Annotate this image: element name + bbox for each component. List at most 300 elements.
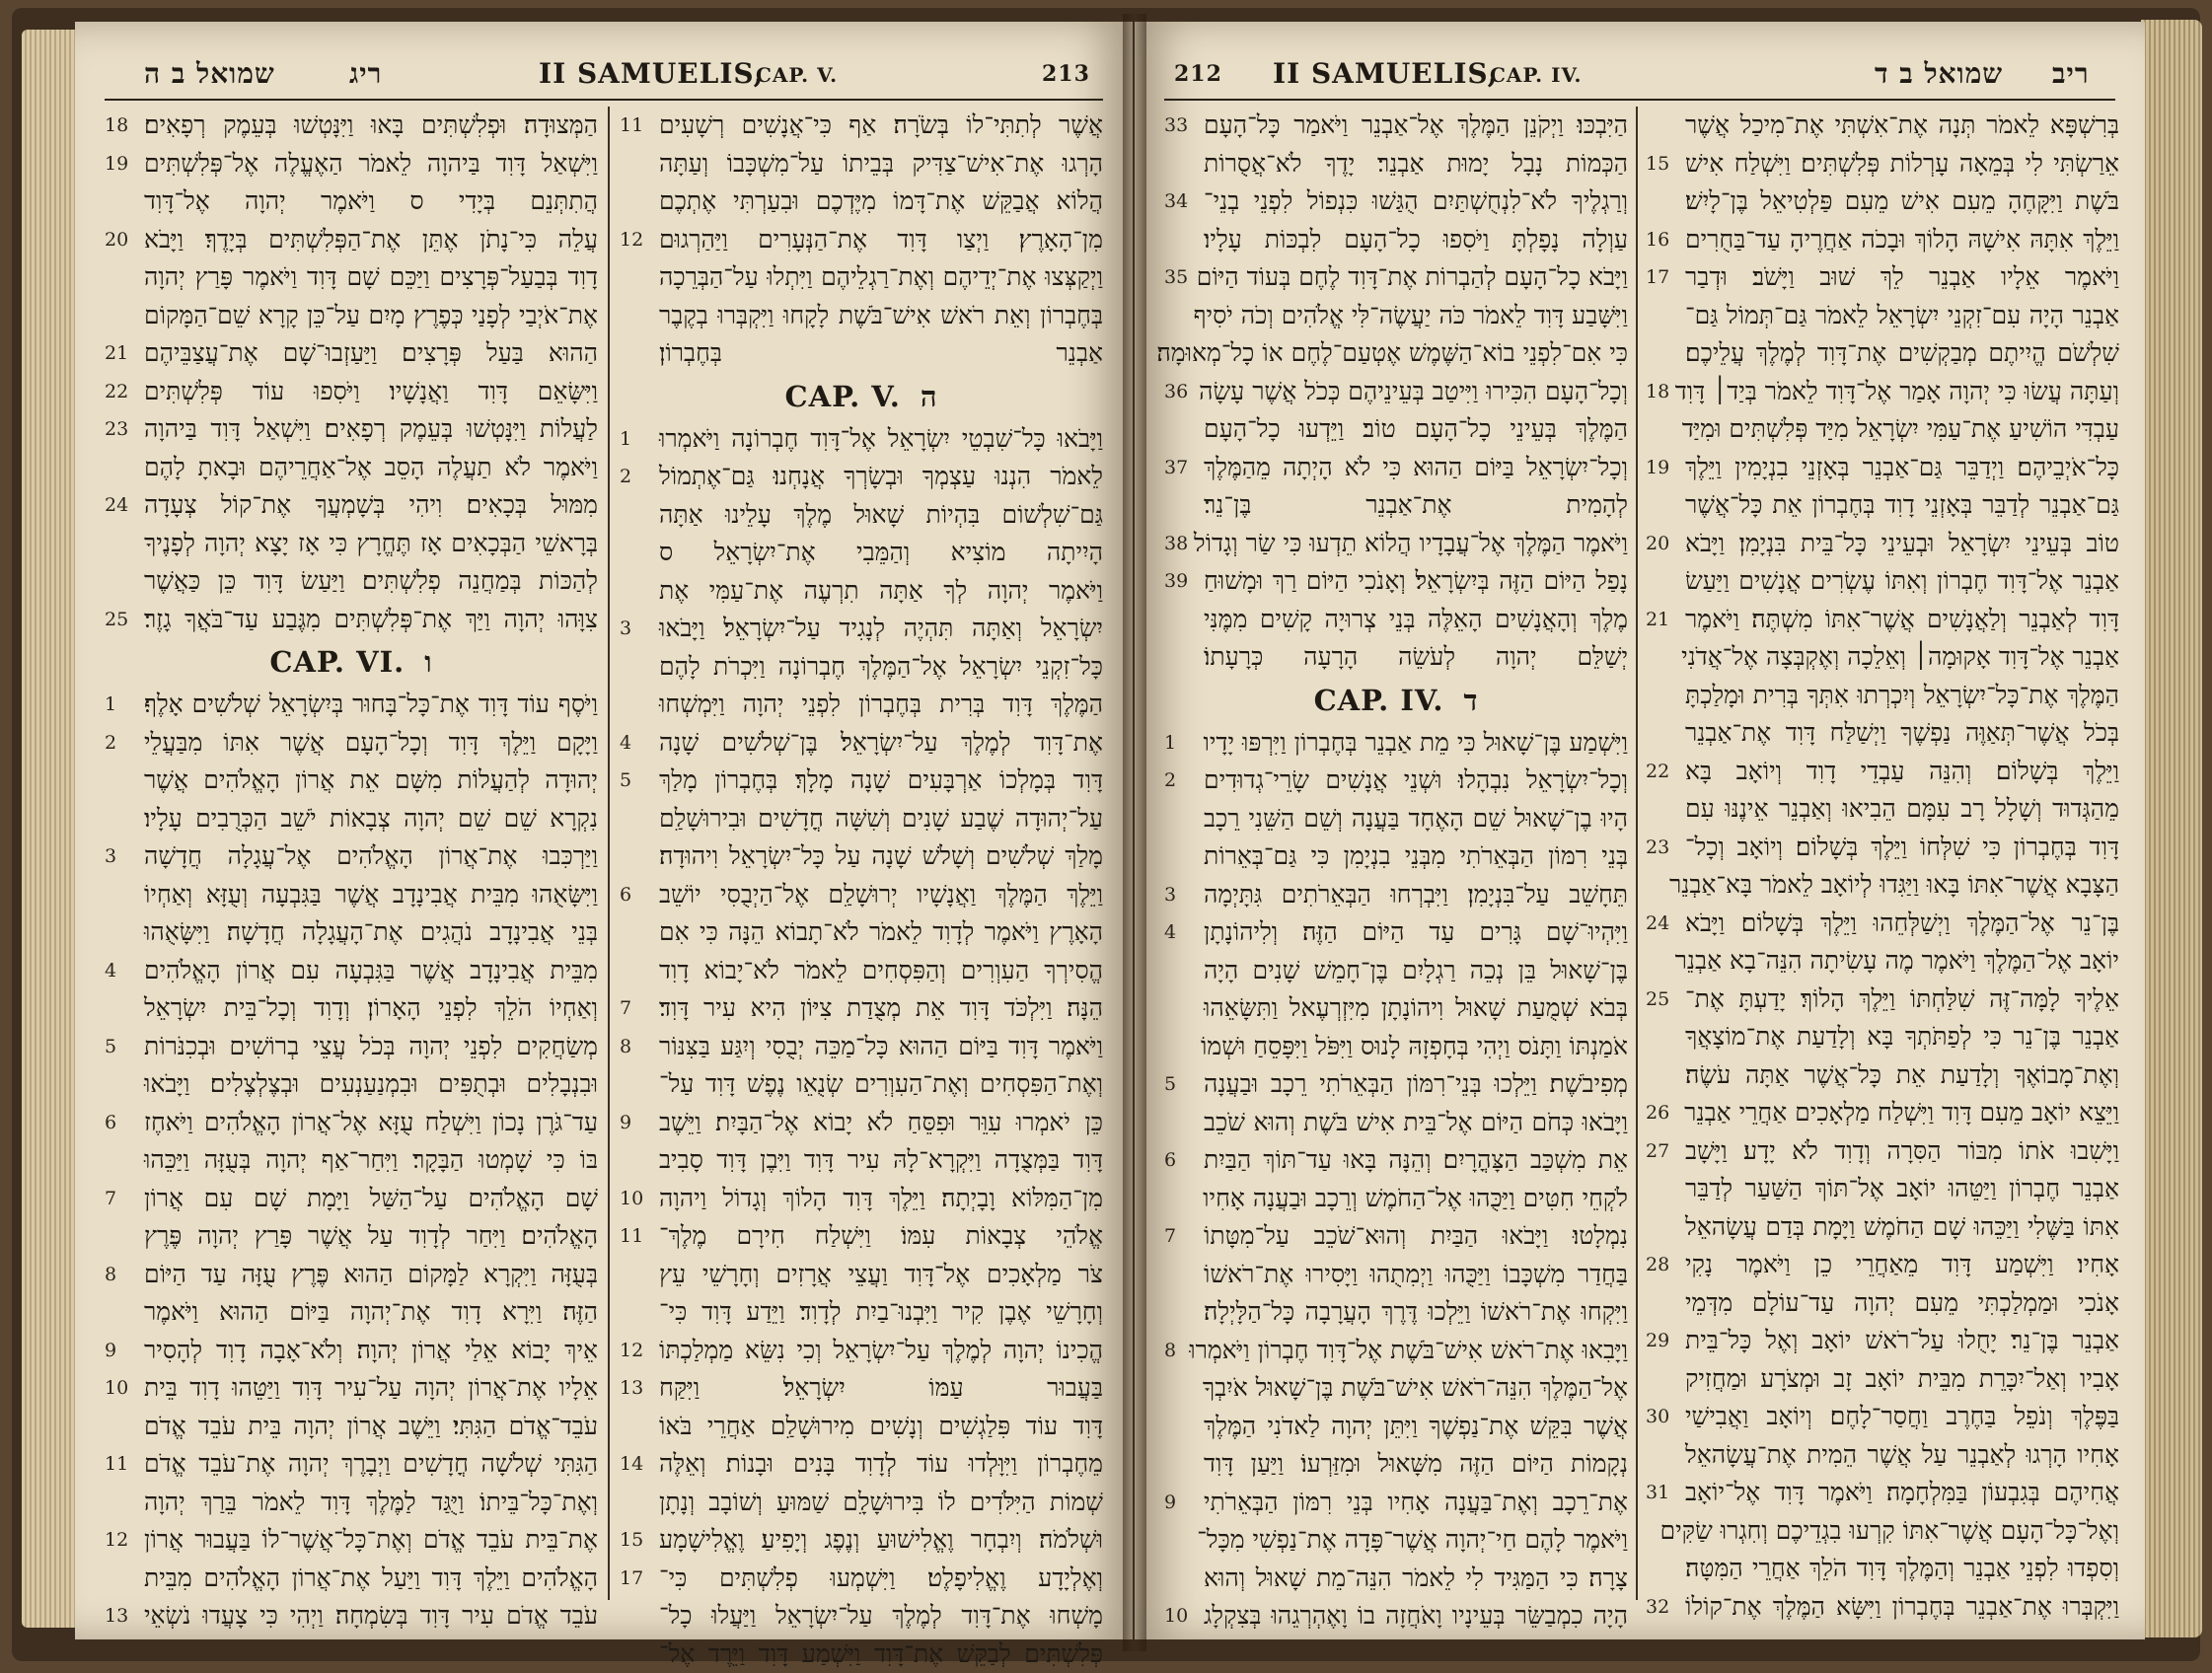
verse-text: הֱכִינוֹ יְהוָה לְמֶלֶךְ עַל־יִשְׂרָאֵל וְכִי נִשֵּׂא מַמְלַכְתּוֹ: [659, 1332, 1103, 1370]
verse-text: וַיֹּאמֶר אֵלָיו אַבְנֵר לֵךְ שׁוּב וַיָּשֹׁב׃ וּדְבַר: [1685, 258, 2119, 297]
verse-number: 5: [105, 1028, 116, 1066]
verse-line: [1164, 107, 1628, 145]
verse-line: [105, 1293, 598, 1332]
verse-line: [1646, 410, 2119, 449]
verse-text: הַצָּבָא אֲשֶׁר־אִתּוֹ בָּאוּ וַיַּגִּדוּ לְיוֹאָב לֵאמֹר בָּא־אַבְנֵר: [1685, 866, 2119, 905]
verse-line: [620, 1408, 1103, 1446]
verse-line: [620, 876, 1103, 914]
verse-text: אָבִיו וְאַל־יִכָּרֵת מִבֵּית יוֹאָב זָב וּמְצֹרָע וּמַחֲזִיק: [1685, 1360, 2119, 1399]
verse-text: וַיָּבֹאוּ כָּל־שִׁבְטֵי יִשְׂרָאֵל אֶל־דָּוִד חֶבְרוֹנָה וַיֹּאמְרוּ: [659, 420, 1103, 459]
verse-text: אֵת מִשְׁכַּב הַצָּהֳרָיִם׃ וְהֵנָּה בָּאוּ עַד־תּוֹךְ הַבַּיִת: [1204, 1141, 1628, 1180]
verse-line: [105, 837, 598, 876]
verse-line: [620, 724, 1103, 763]
verse-text: וְחָרָשֵׁי אֶבֶן קִיר וַיִּבְנוּ־בַיִת לְדָוִד׃ וַיֵּדַע דָּוִד כִּי־: [659, 1293, 1103, 1332]
verse-line: [620, 420, 1103, 459]
verse-line: [1164, 800, 1628, 838]
verse-number: 19: [105, 145, 128, 183]
verse-text: יוֹאָב אֶל־הַמֶּלֶךְ וַיֹּאמֶר מֶה עָשִׂיתָה הִנֵּה־בָא אַבְנֵר: [1685, 942, 2119, 981]
verse-text: אָחִיו׃ וַיִּשְׁמַע דָּוִד מֵאַחֲרֵי כֵן וַיֹּאמֶר נָקִי: [1685, 1246, 2119, 1284]
verse-line: [1646, 145, 2119, 183]
verse-number: 2: [1164, 762, 1176, 800]
chapter-latin: CAP. V.: [785, 380, 901, 413]
verse-line: [1646, 790, 2119, 829]
verse-number: 3: [105, 837, 116, 876]
verse-text: וַיָּשִׁבוּ אֹתוֹ מִבּוֹר הַסִּרָה וְדָוִד לֹא יָדָע׃ וַיָּשָׁב: [1685, 1132, 2119, 1171]
verse-line: [620, 648, 1103, 687]
verse-line: [105, 334, 598, 373]
verse-line: [1646, 866, 2119, 905]
verse-text: אֲשֶׁר בִּקֵּשׁ אֶת־נַפְשֶׁךָ וַיִּתֵּן יְהוָה לַאדֹנִי הַמֶּלֶךְ: [1204, 1408, 1628, 1446]
verse-text: צִוָּהוּ יְהוָה וַיַּךְ אֶת־פְּלִשְׁתִּים מִגֶּבַע עַד־בֹּאֲךָ גָזֶר׃: [144, 601, 598, 639]
verse-number: 12: [105, 1521, 128, 1560]
verse-text: אִתּוֹ בַּשֶּׁלִי וַיַּכֵּהוּ שָׁם הַחֹמֶשׁ וַיָּמָת בְּדַם עֲשָׂהאֵל: [1685, 1208, 2119, 1247]
verse-text: וַיִּשָּׁבַע דָּוִד לֵאמֹר כֹּה יַעֲשֶׂה־לִּי אֱלֹהִים וְכֹה יֹסִיף: [1204, 297, 1628, 335]
verse-number: 18: [1646, 373, 1669, 411]
verse-text: יְהוּדָה לְהַעֲלוֹת מִשָּׁם אֵת אֲרוֹן הָאֱלֹהִים אֲשֶׁר: [144, 762, 598, 800]
verse-text: לְהָמִית אֶת־אַבְנֵר בֶּן־נֵר׃: [1204, 486, 1628, 525]
verse-line: [1164, 876, 1628, 914]
verse-line: [1646, 1056, 2119, 1095]
verse-number: 28: [1646, 1246, 1669, 1284]
verse-number: 38: [1164, 525, 1188, 563]
verse-text: נִמְלָטוּ׃ וַיָּבֹאוּ הַבַּיִת וְהוּא־שֹׁכֵב עַל־מִטָּתוֹ: [1204, 1217, 1628, 1256]
verse-text: וַיָּבִאוּ אֶת־רֹאשׁ אִישׁ־בֹּשֶׁת אֶל־דָּוִד חֶבְרוֹן וַיֹּאמְרוּ: [1204, 1332, 1628, 1370]
verse-text: מָשְׁחוּ אֶת־דָּוִד לְמֶלֶךְ עַל־יִשְׂרָאֵל וַיַּעֲלוּ כָל־: [659, 1597, 1103, 1636]
verse-text: אֹמַנְתּוֹ וַתָּנֹס וַיְהִי בְּחָפְזָהּ לָנוּס וַיִּפֹּל וַיִּפָּסֵחַ וּשְׁמוֹ: [1204, 1028, 1628, 1066]
verse-line: [620, 800, 1103, 838]
verse-line: [105, 221, 598, 259]
chapter-latin: CAP. VI.: [269, 645, 405, 679]
verse-line: [1164, 297, 1628, 335]
verse-line: [1164, 221, 1628, 259]
right-page-column-rule: [1636, 107, 1638, 1600]
verse-number: 7: [1164, 1217, 1176, 1256]
verse-text: וְעַתָּה עֲשׂוּ כִּי יְהוָה אָמַר אֶל־דָּוִד לֵאמֹר בְּיַד׀ דָּוִד: [1685, 373, 2119, 411]
verse-line: [620, 182, 1103, 221]
verse-text: נִקְרָא שֵׁם שֵׁם יְהוָה צְבָאוֹת יֹשֵׁב הַכְּרֻבִים עָלָיו׃: [144, 800, 598, 838]
verse-text: כָּל־אֹיְבֵיהֶם׃ וַיְדַבֵּר גַּם־אַבְנֵר בְּאָזְנֵי בִנְיָמִין וַיֵּלֶךְ: [1685, 449, 2119, 487]
right-header-latin-cap: CAP. IV.: [1490, 63, 1582, 87]
verse-text: בַּעֲבוּר עַמּוֹ יִשְׂרָאֵל׃ וַיִּקַּח: [659, 1369, 1103, 1408]
chapter-hebrew-letter: ד: [1463, 684, 1478, 717]
verse-text: וּבִנְבָלִים וּבְתֻפִּים וּבִמְנַעַנְעִים וּבְצֶלְצֶלִים׃ וַיָּבֹאוּ: [144, 1065, 598, 1104]
verse-text: עֹבֵד־אֱדֹם הַגִּתִּי׃ וַיֵּשֶׁב אֲרוֹן יְהוָה בֵּית עֹבֵד אֱדֹם: [144, 1408, 598, 1446]
verse-text: בְּרָאשֵׁי הַבְּכָאִים אָז תֶּחֱרָץ כִּי אָז יָצָא יְהוָה לְפָנֶיךָ: [144, 525, 598, 563]
verse-line: [1164, 449, 1628, 487]
verse-text: נָפַל הַיּוֹם הַזֶּה בְּיִשְׂרָאֵל׃ וְאָנֹכִי הַיּוֹם רַךְ וּמָשׁוּחַ: [1204, 562, 1628, 601]
verse-line: [105, 449, 598, 487]
verse-line: [1164, 638, 1628, 677]
verse-text: וַיַּרְכִּבוּ אֶת־אֲרוֹן הָאֱלֹהִים אֶל־עֲגָלָה חֲדָשָׁה: [144, 837, 598, 876]
verse-number: 17: [1646, 258, 1669, 297]
verse-text: הֱסִירְךָ הַעִוְרִים וְהַפִּסְחִים לֵאמֹר לֹא־יָבוֹא דָוִד: [659, 952, 1103, 990]
verse-text: וְאֶת־כָּל־בֵּיתוֹ׃ וַיֻּגַּד לַמֶּלֶךְ דָּוִד לֵאמֹר בֵּרַךְ יְהוָה: [144, 1484, 598, 1522]
verse-line: [620, 1332, 1103, 1370]
verse-line: [105, 1141, 598, 1180]
left-header-latin-cap: CAP. V.: [756, 63, 838, 87]
verse-text: נְקָמוֹת הַיּוֹם הַזֶּה מִשָּׁאוּל וּמִזַּרְעוֹ׃ וַיַּעַן דָּוִד: [1204, 1445, 1628, 1484]
verse-line: [1164, 1028, 1628, 1066]
verse-text: מֵחֶבְרוֹן וַיִּוָּלְדוּ עוֹד לְדָוִד בָּנִים וּבָנוֹת׃ וְאֵלֶּה: [659, 1445, 1103, 1484]
verse-number: 4: [1164, 913, 1176, 952]
verse-text: וְאַחְיוֹ הֹלֵךְ לִפְנֵי הָאָרוֹן׃ וְדָוִד וְכָל־בֵּית יִשְׂרָאֵל: [144, 989, 598, 1028]
verse-line: [1646, 1436, 2119, 1475]
verse-text: בֶּן־נֵר אֶל־הַמֶּלֶךְ וַיְשַׁלְּחֵהוּ וַיֵּלֶךְ בְּשָׁלוֹם׃ וַיָּבֹא: [1685, 905, 2119, 943]
verse-line: [1646, 942, 2119, 981]
verse-line: [105, 107, 598, 145]
verse-line: [1646, 525, 2119, 563]
right-page: [1135, 22, 2145, 1639]
verse-line: [1164, 334, 1628, 373]
verse-number: 2: [105, 724, 116, 763]
verse-line: [620, 1104, 1103, 1142]
verse-text: דָּוִד בְּחֶבְרוֹן כִּי שִׁלְּחוֹ וַיֵּלֶךְ בְּשָׁלוֹם׃ וְיוֹאָב וְכָל־: [1685, 829, 2119, 867]
verse-text: כִּי אִם־לִפְנֵי בוֹא־הַשֶּׁמֶשׁ אֶטְעַם־לֶחֶם אוֹ כָל־מְאוּמָה׃: [1204, 334, 1628, 373]
verse-text: בֶּן־שָׁאוּל בֵּן נְכֵה רַגְלָיִם בֶּן־חָמֵשׁ שָׁנִים הָיָה: [1204, 952, 1628, 990]
verse-line: [105, 1028, 598, 1066]
verse-line: [1646, 221, 2119, 259]
verse-number: 21: [1646, 601, 1669, 639]
verse-number: 25: [105, 601, 128, 639]
verse-line: [620, 107, 1103, 145]
right-header-page-number: 212: [1174, 61, 1222, 87]
book-gutter: [1123, 14, 1146, 1651]
verse-text: לְהַכּוֹת בְּמַחֲנֵה פְלִשְׁתִּים׃ וַיַּעַשׂ דָּוִד כֵּן כַּאֲשֶׁר: [144, 562, 598, 601]
verse-number: 33: [1164, 107, 1188, 145]
verse-text: אָנֹכִי וּמַמְלַכְתִּי מֵעִם יְהוָה עַד־עוֹלָם מִדְּמֵי: [1685, 1284, 2119, 1323]
verse-text: הַיִּבְכּוּ׃ וַיְקֹנֵן הַמֶּלֶךְ אֶל־אַבְנֵר וַיֹּאמַר כָּל־הָעָם: [1204, 107, 1628, 145]
verse-line: [1646, 1322, 2119, 1360]
verse-line: [1646, 1398, 2119, 1436]
verse-line: [1646, 1246, 2119, 1284]
verse-text: עַל־יְהוּדָה שֶׁבַע שָׁנִים וְשִׁשָּׁה חֳדָשִׁים וּבִירוּשָׁלִַם: [659, 800, 1103, 838]
verse-line: [620, 1141, 1103, 1180]
page-edges-left: [22, 30, 81, 1628]
verse-text: דָּוִד עוֹד פִּלַגְשִׁים וְנָשִׁים מִירוּשָׁלִַם אַחֲרֵי בֹּאוֹ: [659, 1408, 1103, 1446]
verse-text: הָאָרֶץ וַיֹּאמֶר לְדָוִד לֵאמֹר לֹא־תָבוֹא הֵנָּה כִּי אִם: [659, 913, 1103, 952]
verse-text: וְכָל־יִשְׂרָאֵל בַּיּוֹם הַהוּא כִּי לֹא הָיְתָה מֵהַמֶּלֶךְ: [1204, 449, 1628, 487]
verse-text: אַבְנֵר אֶל־דָּוִד אָקוּמָה׀ וְאֵלֵכָה וְאֶקְבְּצָה אֶל־אֲדֹנִי: [1685, 638, 2119, 677]
verse-line: [105, 1484, 598, 1522]
verse-text: פְּלִשְׁתִּים לְבַקֵּשׁ אֶת־דָּוִד וַיִּשְׁמַע דָּוִד וַיֵּרֶד אֶל־: [659, 1636, 1103, 1673]
verse-line: [105, 1104, 598, 1142]
verse-number: 21: [105, 334, 128, 373]
verse-line: [1646, 601, 2119, 639]
verse-number: 16: [1646, 221, 1669, 259]
verse-text: בַּחֲדַר מִשְׁכָּבוֹ וַיַּכֻּהוּ וַיְמִתֻהוּ וַיָּסִירוּ אֶת־רֹאשׁוֹ: [1204, 1256, 1628, 1294]
verse-number: 10: [105, 1369, 128, 1408]
verse-text: וַיְקַצְּצוּ אֶת־יְדֵיהֶם וְאֶת־רַגְלֵיהֶם וַיִּתְלוּ עַל־הַבְּרֵכָה: [659, 258, 1103, 297]
verse-line: [620, 1180, 1103, 1218]
verse-number: 8: [620, 1028, 631, 1066]
verse-text: מֶלֶךְ וְהָאֲנָשִׁים הָאֵלֶּה בְּנֵי צְרוּיָה קָשִׁים מִמֶּנִּי: [1204, 601, 1628, 639]
verse-text: עֹבֵד אֱדֹם עִיר דָּוִד בְּשִׂמְחָה׃ וַיְהִי כִּי צָעֲדוּ נֹשְׂאֵי: [144, 1597, 598, 1636]
verse-line: [1646, 373, 2119, 411]
verse-line: [1164, 952, 1628, 990]
verse-line: [105, 1332, 598, 1370]
verse-line: [1646, 1018, 2119, 1056]
verse-line: [105, 762, 598, 800]
verse-text: הַמֶּלֶךְ אֶת־כָּל־יִשְׂרָאֵל וְיִכְרְתוּ אִתְּךָ בְּרִית וּמָלַכְתָּ: [1685, 677, 2119, 715]
verse-line: [1164, 601, 1628, 639]
verse-text: מִן־הָאָרֶץ׃ וַיְצַו דָּוִד אֶת־הַנְּעָרִים וַיַּהַרְגוּם: [659, 221, 1103, 259]
verse-text: צֹר מַלְאָכִים אֶל־דָּוִד וַעֲצֵי אֲרָזִים וְחָרָשֵׁי עֵץ: [659, 1256, 1103, 1294]
verse-line: [620, 572, 1103, 611]
verse-number: 19: [1646, 449, 1669, 487]
verse-number: 20: [105, 221, 128, 259]
verse-text: וְאֶל־כָּל־הָעָם אֲשֶׁר־אִתּוֹ קִרְעוּ בִגְדֵיכֶם וְחִגְרוּ שַׂקִּים: [1685, 1512, 2119, 1551]
verse-number: 36: [1164, 373, 1188, 411]
verse-line: [620, 610, 1103, 648]
verse-line: [1646, 981, 2119, 1019]
verse-text: וַיִּשָּׂאֵם דָּוִד וַאֲנָשָׁיו׃ וַיֹּסִפוּ עוֹד פְּלִשְׁתִּים: [144, 373, 598, 411]
verse-line: [1164, 562, 1628, 601]
verse-line: [105, 952, 598, 990]
verse-text: אַבְנֵר חֶבְרוֹן וַיַּטֵּהוּ יוֹאָב אֶל־תּוֹךְ הַשַּׁעַר לְדַבֵּר: [1685, 1170, 2119, 1208]
verse-text: גַּם־שִׁלְשׁוֹם בִּהְיוֹת שָׁאוּל מֶלֶךְ עָלֵינוּ אַתָּה: [659, 496, 1103, 535]
verse-line: [1164, 1217, 1628, 1256]
verse-line: [1164, 486, 1628, 525]
verse-line: [620, 1028, 1103, 1066]
verse-line: [105, 1560, 598, 1598]
verse-text: וַיֵּצֵא יוֹאָב מֵעִם דָּוִד וַיִּשְׁלַח מַלְאָכִים אַחֲרֵי אַבְנֵר: [1685, 1094, 2119, 1132]
verse-text: כָּל־זִקְנֵי יִשְׂרָאֵל אֶל־הַמֶּלֶךְ חֶבְרוֹנָה וַיִּכְרֹת לָהֶם: [659, 648, 1103, 687]
verse-text: אֲשֶׁר לְתִתִּי־לוֹ בְּשֹׂרָה׃ אַף כִּי־אֲנָשִׁים רְשָׁעִים: [659, 107, 1103, 145]
verse-number: 27: [1646, 1132, 1669, 1171]
verse-text: טוֹב בְּעֵינֵי יִשְׂרָאֵל וּבְעֵינֵי כָּל־בֵּית בִּנְיָמִן׃ וַיָּבֹא: [1685, 525, 2119, 563]
page-edges-right: [2141, 20, 2202, 1637]
verse-line: [1646, 1588, 2119, 1627]
verse-number: 12: [620, 1332, 643, 1370]
verse-line: [1164, 145, 1628, 183]
verse-line: [620, 989, 1103, 1028]
verse-line: [1164, 1408, 1628, 1446]
verse-text: יִשְׂרָאֵל וְאַתָּה תִּהְיֶה לְנָגִיד עַל־יִשְׂרָאֵל׃ וַיָּבֹאוּ: [659, 610, 1103, 648]
verse-line: [105, 686, 598, 724]
verse-text: בְּחֶבְרוֹן וְאֵת רֹאשׁ אִישׁ־בֹּשֶׁת לָקָחוּ וַיִּקְבְּרוּ בְקֶבֶר: [659, 297, 1103, 335]
verse-line: [1646, 1360, 2119, 1399]
verse-number: 24: [1646, 905, 1669, 943]
verse-number: 31: [1646, 1474, 1669, 1512]
verse-text: עַד־גֹּרֶן נָכוֹן וַיִּשְׁלַח עֻזָּא אֶל־אֲרוֹן הָאֱלֹהִים וַיֹּאחֶז: [144, 1104, 598, 1142]
verse-text: בְּרִשְׁפָּא לֵאמֹר תְּנָה אֶת־אִשְׁתִּי אֶת־מִיכַל אֲשֶׁר: [1685, 107, 2119, 145]
verse-text: וַיִּשְׁמַע בֶּן־שָׁאוּל כִּי מֵת אַבְנֵר בְּחֶבְרוֹן וַיִּרְפּוּ יָדָיו: [1204, 724, 1628, 763]
verse-line: [620, 1560, 1103, 1598]
verse-line: [105, 525, 598, 563]
verse-text: אַבְנֵר בֶּן־נֵר כִּי לְפַתֹּתְךָ בָּא וְלָדַעַת אֶת־מוֹצָאֲךָ: [1685, 1018, 2119, 1056]
verse-text: אֵלָיו אֶת־אֲרוֹן יְהוָה עַל־עִיר דָּוִד וַיַּטֵּהוּ דָוִד בֵּית: [144, 1369, 598, 1408]
verse-line: [620, 1369, 1103, 1408]
verse-text: וְאֶת־מָבוֹאֶךָ וְלָדַעַת אֵת כָּל־אֲשֶׁר אַתָּה עֹשֶׂה׃: [1685, 1056, 2119, 1095]
right-page-column-b: [1646, 107, 2119, 1616]
verse-text: דָּוִד בַּמְּצֻדָה וַיִּקְרָא־לָהּ עִיר דָּוִד וַיִּבֶן דָּוִד סָבִיב: [659, 1141, 1103, 1180]
chapter-heading: [620, 373, 1103, 420]
verse-line: [1646, 258, 2119, 297]
verse-text: בְּנֵי אֲבִינָדָב נֹהֲגִים אֶת־הָעֲגָלָה חֲדָשָׁה׃ וַיִּשָּׂאֻהוּ: [144, 913, 598, 952]
verse-line: [1646, 297, 2119, 335]
chapter-heading: [105, 638, 598, 686]
verse-text: אֶת־רֵכָב וְאֶת־בַּעֲנָה אָחִיו בְּנֵי רִמּוֹן הַבְּאֵרֹתִי: [1204, 1484, 1628, 1522]
verse-line: [105, 1445, 598, 1484]
verse-line: [620, 1256, 1103, 1294]
verse-number: 37: [1164, 449, 1188, 487]
verse-line: [105, 486, 598, 525]
verse-line: [1646, 334, 2119, 373]
verse-text: בְּכֹל אֲשֶׁר־תְּאַוֶּה נַפְשֶׁךָ וַיְשַׁלַּח דָּוִד אֶת־אַבְנֵר: [1685, 714, 2119, 753]
verse-line: [105, 876, 598, 914]
verse-line: [620, 1521, 1103, 1560]
verse-line: [105, 1521, 598, 1560]
verse-line: [1164, 1560, 1628, 1598]
verse-line: [1164, 1104, 1628, 1142]
verse-text: תֵּחָשֵׁב עַל־בִּנְיָמִן׃ וַיִּבְרְחוּ הַבְּאֵרֹתִים גִּתָּיְמָה: [1204, 876, 1628, 914]
verse-line: [1164, 989, 1628, 1028]
verse-line: [1646, 107, 2119, 145]
verse-text: עֲלֵה כִּי־נָתֹן אֶתֵּן אֶת־הַפְּלִשְׁתִּים בְּיָדֶךָ׃ וַיָּבֹא: [144, 221, 598, 259]
verse-line: [1646, 829, 2119, 867]
left-page-column-b: [620, 107, 1103, 1616]
verse-text: מָלַךְ שְׁלֹשִׁים וְשָׁלֹשׁ שָׁנָה עַל כָּל־יִשְׂרָאֵל וִיהוּדָה׃: [659, 837, 1103, 876]
verse-number: 10: [1164, 1597, 1188, 1636]
verse-line: [1164, 762, 1628, 800]
verse-line: [1646, 449, 2119, 487]
verse-line: [1646, 1170, 2119, 1208]
verse-text: בְּנֵי רִמּוֹן הַבְּאֵרֹתִי מִבְּנֵי בִנְיָמִן כִּי גַּם־בְּאֵרוֹת: [1204, 837, 1628, 876]
left-header-latin-title: II SAMUELIS,: [539, 57, 764, 90]
verse-line: [1164, 258, 1628, 297]
verse-text: הֲלוֹא אֲבַקֵּשׁ אֶת־דָּמוֹ מִיֶּדְכֶם וּבִעַרְתִּי אֶתְכֶם: [659, 182, 1103, 221]
verse-text: אַבְנֵר אֶל־דָּוִד חֶבְרוֹן וְאִתּוֹ עֶשְׂרִים אֲנָשִׁים וַיַּעַשׂ: [1685, 562, 2119, 601]
verse-text: מֵהַגְּדוּד וְשָׁלָל רָב עִמָּם הֵבִיאוּ וְאַבְנֵר אֵינֶנּוּ עִם: [1685, 790, 2119, 829]
verse-text: מִמּוּל בְּכָאִים׃ וִיהִי בְּשָׁמְעֲךָ אֶת־קוֹל צְעָדָה: [144, 486, 598, 525]
verse-line: [1164, 1180, 1628, 1218]
verse-line: [105, 601, 598, 639]
chapter-heading: [1164, 677, 1628, 724]
verse-text: אֶת־דָּוִד לְמֶלֶךְ עַל־יִשְׂרָאֵל׃ בֶּן־שְׁלֹשִׁים שָׁנָה: [659, 724, 1103, 763]
verse-text: הָיָה כִמְבַשֵּׂר בְּעֵינָיו וָאֹחֲזָה בוֹ וָאֶהְרְגֵהוּ בְּצִקְלָג: [1204, 1597, 1628, 1636]
verse-number: 25: [1646, 981, 1669, 1019]
verse-line: [1164, 1065, 1628, 1104]
verse-number: 14: [620, 1445, 643, 1484]
verse-number: 6: [1164, 1141, 1176, 1180]
verse-number: 5: [620, 762, 631, 800]
verse-line: [1646, 1094, 2119, 1132]
verse-text: וַיִּהְיוּ־שָׁם גָּרִים עַד הַיּוֹם הַזֶּה׃ וְלִיהוֹנָתָן: [1204, 913, 1628, 952]
verse-text: אַבְנֵר בֶּן־נֵר׃ יָחֻלוּ עַל־רֹאשׁ יוֹאָב וְאֶל כָּל־בֵּית: [1685, 1322, 2119, 1360]
verse-line: [105, 1408, 598, 1446]
chapter-latin: CAP. IV.: [1314, 684, 1444, 717]
verse-number: 18: [105, 107, 128, 145]
verse-text: שָׁם הָאֱלֹהִים עַל־הַשַּׁל וַיָּמָת שָׁם עִם אֲרוֹן: [144, 1180, 598, 1218]
verse-text: וְאֶת־הַפִּסְחִים וְאֶת־הַעִוְרִים שְׂנֻאֵו נֶפֶשׁ דָּוִד עַל־: [659, 1065, 1103, 1104]
verse-line: [620, 1597, 1103, 1636]
verse-line: [620, 458, 1103, 496]
verse-line: [1164, 1445, 1628, 1484]
verse-number: 26: [1646, 1094, 1669, 1132]
verse-text: בְּבֹא שְׁמֻעַת שָׁאוּל וִיהוֹנָתָן מִיִּזְרְעֶאל וַתִּשָּׂאֵהוּ: [1204, 989, 1628, 1028]
verse-text: שִׁלְשֹׁם הֱיִיתֶם מְבַקְשִׁים אֶת־דָּוִד לְמֶלֶךְ עֲלֵיכֶם׃: [1685, 334, 2119, 373]
verse-text: גַּם־אַבְנֵר לְדַבֵּר בְּאָזְנֵי דָוִד בְּחֶבְרוֹן אֵת כָּל־אֲשֶׁר: [1685, 486, 2119, 525]
verse-text: אֵיךְ יָבוֹא אֵלַי אֲרוֹן יְהוָה׃ וְלֹא־אָבָה דָוִד לְהָסִיר: [144, 1332, 598, 1370]
verse-line: [105, 1217, 598, 1256]
verse-text: וַיֹּאמֶר לָהֶם חַי־יְהוָה אֲשֶׁר־פָּדָה אֶת־נַפְשִׁי מִכָּל־: [1204, 1521, 1628, 1560]
verse-number: 23: [105, 410, 128, 449]
verse-line: [620, 762, 1103, 800]
verse-number: 13: [105, 1597, 128, 1636]
verse-text: וַיִּקְחוּ אֶת־רֹאשׁוֹ וַיֵּלְכוּ דֶּרֶךְ הָעֲרָבָה כָּל־הַלָּיְלָה׃: [1204, 1293, 1628, 1332]
verse-line: [105, 1065, 598, 1104]
verse-text: וְכָל־יִשְׂרָאֵל נִבְהָלוּ׃ וּשְׁנֵי אֲנָשִׁים שָׂרֵי־גְדוּדִים: [1204, 762, 1628, 800]
verse-line: [1646, 1284, 2119, 1323]
verse-line: [1646, 905, 2119, 943]
verse-line: [1164, 182, 1628, 221]
verse-text: אֱלֹהֵי צְבָאוֹת עִמּוֹ׃ וַיִּשְׁלַח חִירָם מֶלֶךְ־: [659, 1217, 1103, 1256]
verse-line: [105, 1369, 598, 1408]
verse-line: [620, 1065, 1103, 1104]
verse-text: עַוְלָה נָפָלְתָּ וַיֹּסִפוּ כָל־הָעָם לִבְכּוֹת עָלָיו׃: [1204, 221, 1628, 259]
verse-line: [1164, 525, 1628, 563]
verse-text: וַיִּשְׁאַל דָּוִד בַּיהוָה לֵאמֹר הַאֶעֱלֶה אֶל־פְּלִשְׁתִּים: [144, 145, 598, 183]
verse-text: וְסִפְדוּ לִפְנֵי אַבְנֵר וְהַמֶּלֶךְ דָּוִד הֹלֵךְ אַחֲרֵי הַמִּטָּה׃: [1685, 1550, 2119, 1588]
verse-number: 15: [620, 1521, 643, 1560]
verse-text: בֹּשֶׁת וַיִּקָּחֶהָ מֵעִם אִישׁ מֵעִם פַּלְטִיאֵל בֶּן־לָיִשׁ׃: [1685, 182, 2119, 221]
verse-number: 9: [1164, 1484, 1176, 1522]
verse-line: [620, 297, 1103, 335]
verse-text: וּשְׁלֹמֹה׃ וְיִבְחָר וֶאֱלִישׁוּעַ וְנֶפֶג וְיָפִיעַ׃ וֶאֱלִישָׁמָע: [659, 1521, 1103, 1560]
verse-line: [620, 145, 1103, 183]
verse-text: אֶת־בֵּית עֹבֵד אֱדֹם וְאֶת־כָּל־אֲשֶׁר־לוֹ בַּעֲבוּר אֲרוֹן: [144, 1521, 598, 1560]
left-page-column-a: [105, 107, 598, 1616]
verse-text: אֶת־אֹיְבַי לְפָנַי כְּפֶרֶץ מָיִם עַל־כֵּן קָרָא שֵׁם־הַמָּקוֹם: [144, 297, 598, 335]
verse-number: 11: [620, 107, 643, 145]
verse-text: הַמְּצוּדָה׃ וּפְלִשְׁתִּים בָּאוּ וַיִּנָּטְשׁוּ בְּעֵמֶק רְפָאִים׃: [144, 107, 598, 145]
verse-line: [1164, 837, 1628, 876]
left-page-column-rule: [608, 107, 610, 1600]
verse-text: וַיֵּלֶךְ אִתָּהּ אִישָׁהּ הָלוֹךְ וּבָכֹה אַחֲרֶיהָ עַד־בַּחֻרִים: [1685, 221, 2119, 259]
left-header-rule: [105, 99, 1103, 101]
verse-text: הֵנָּה׃ וַיִּלְכֹּד דָּוִד אֵת מְצֻדַת צִיּוֹן הִיא עִיר דָּוִד׃: [659, 989, 1103, 1028]
verse-text: הֲתִתְּנֵם בְּיָדִי ס וַיֹּאמֶר יְהוָה אֶל־דָּוִד: [144, 182, 598, 221]
verse-text: וַיִּקְבְּרוּ אֶת־אַבְנֵר בְּחֶבְרוֹן וַיִּשָּׂא הַמֶּלֶךְ אֶת־קוֹלוֹ: [1685, 1588, 2119, 1627]
verse-line: [105, 800, 598, 838]
verse-number: 20: [1646, 525, 1669, 563]
verse-line: [1646, 1512, 2119, 1551]
verse-text: צָרָה׃ כִּי הַמַּגִּיד לִי לֵאמֹר הִנֵּה־מֵת שָׁאוּל וְהוּא: [1204, 1560, 1628, 1598]
verse-text: אֲחִיהֶם בְּגִבְעוֹן בַּמִּלְחָמָה׃ וַיֹּאמֶר דָּוִד אֶל־יוֹאָב: [1685, 1474, 2119, 1512]
verse-line: [105, 373, 598, 411]
right-page-header: [1164, 51, 2115, 103]
verse-number: 24: [105, 486, 128, 525]
verse-text: אַבְנֵר בְּחֶבְרוֹן׃: [659, 334, 1103, 373]
verse-line: [1646, 1132, 2119, 1171]
verse-number: 29: [1646, 1322, 1669, 1360]
verse-text: מִן־הַמִּלּוֹא וָבָיְתָה׃ וַיֵּלֶךְ דָּוִד הָלוֹךְ וְגָדוֹל וַיהוָה: [659, 1180, 1103, 1218]
verse-text: מְפִיבֹשֶׁת׃ וַיֵּלְכוּ בְּנֵי־רִמּוֹן הַבְּאֵרֹתִי רֵכָב וּבַעֲנָה: [1204, 1065, 1628, 1104]
verse-number: 11: [620, 1217, 643, 1256]
verse-number: 17: [620, 1560, 643, 1598]
verse-text: וַיֵּלֶךְ הַמֶּלֶךְ וַאֲנָשָׁיו יְרוּשָׁלִַם אֶל־הַיְבֻסִי יוֹשֵׁב: [659, 876, 1103, 914]
verse-text: בּוֹ כִּי שָׁמְטוּ הַבָּקָר׃ וַיִּחַר־אַף יְהוָה בְּעֻזָּה וַיַּכֵּהוּ: [144, 1141, 598, 1180]
verse-text: הַהוּא בַּעַל פְּרָצִים׃ וַיַּעַזְבוּ־שָׁם אֶת־עֲצַבֵּיהֶם: [144, 334, 598, 373]
verse-text: שְׁמוֹת הַיִּלֹּדִים לוֹ בִּירוּשָׁלִָם שַׁמּוּעַ וְשׁוֹבָב וְנָתָן: [659, 1484, 1103, 1522]
verse-line: [105, 724, 598, 763]
verse-text: דָּוִד לְאַבְנֵר וְלַאֲנָשִׁים אֲשֶׁר־אִתּוֹ מִשְׁתֶּה׃ וַיֹּאמֶר: [1685, 601, 2119, 639]
verse-line: [1164, 373, 1628, 411]
verse-number: 5: [1164, 1065, 1176, 1104]
verse-number: 10: [620, 1180, 643, 1218]
verse-line: [620, 1217, 1103, 1256]
verse-text: לַעֲלוֹת וַיִּנָּטְשׁוּ בְּעֵמֶק רְפָאִים׃ וַיִּשְׁאַל דָּוִד בַּיהוָה: [144, 410, 598, 449]
